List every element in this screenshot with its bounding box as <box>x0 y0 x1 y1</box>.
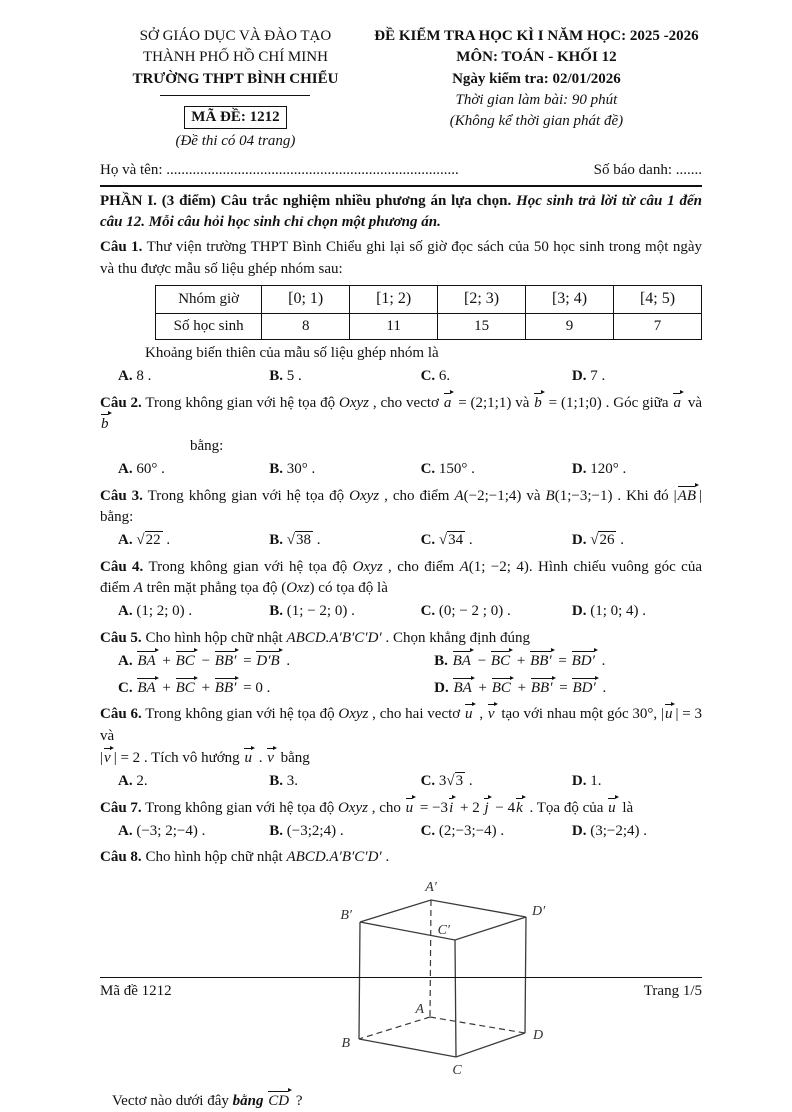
option-d: D. 1. <box>571 773 602 790</box>
question-5-label: Câu 5. <box>100 629 142 646</box>
student-name-field: Họ và tên: .............................................................................. <box>100 162 459 179</box>
question-2-continuation: bằng: <box>190 438 224 455</box>
option-b: B. (1; − 2; 0) . <box>269 603 355 620</box>
vertex-label-a-prime: A′ <box>425 879 437 895</box>
table-cell: [2; 3) <box>438 285 526 313</box>
candidate-info-row <box>100 160 702 186</box>
vertex-label-b: B <box>341 1035 350 1051</box>
option-b: B. 30° . <box>269 461 316 478</box>
option-a: A. 60° . <box>118 461 165 478</box>
option-c: C. (2;−3;−4) . <box>420 822 505 839</box>
vertex-label-d-prime: D′ <box>532 903 546 919</box>
vertex-label-b-prime: B′ <box>340 907 352 923</box>
option-d: D. √26 . <box>571 532 624 549</box>
question-5-options <box>100 651 702 700</box>
question-7-options <box>100 821 702 842</box>
question-1-frequency-table <box>155 285 702 340</box>
distribution-note: (Không kể thời gian phát đề) <box>449 113 624 130</box>
exam-header <box>100 26 702 152</box>
option-c: C. 6. <box>420 368 451 385</box>
subject-line: MÔN: TOÁN - KHỐI 12 <box>456 49 617 66</box>
header-left-block <box>100 26 371 152</box>
table-cell: [0; 1) <box>262 285 350 313</box>
option-a: A. √22 . <box>118 532 171 549</box>
question-7-label: Câu 7. <box>100 799 142 816</box>
question-8-label: Câu 8. <box>100 849 142 866</box>
table-cell: [1; 2) <box>350 285 438 313</box>
table-header-cell: Nhóm giờ <box>156 285 262 313</box>
option-a: A. (1; 2; 0) . <box>118 603 193 620</box>
duration-note: Thời gian làm bài: 90 phút <box>455 91 618 108</box>
table-cell: 7 <box>613 313 701 339</box>
question-2-options <box>100 459 702 480</box>
exam-date: Ngày kiểm tra: 02/01/2026 <box>452 70 621 87</box>
option-a: A. BA + BC − BB′ = D′B . <box>118 652 291 669</box>
table-cell: 15 <box>438 313 526 339</box>
option-c: C. √34 . <box>420 532 473 549</box>
question-1-stem: Khoảng biến thiên của mẫu số liệu ghép nhóm là <box>145 344 439 361</box>
question-2-label: Câu 2. <box>100 394 142 411</box>
question-6-options <box>100 771 702 792</box>
page-footer <box>100 977 702 1002</box>
option-d: D. BA + BC + BB′ = BD′ . <box>434 680 607 697</box>
question-8-text: Câu 8. Cho hình hộp chữ nhật ABCD.A′B′C′D′ . <box>100 849 390 866</box>
page-count-note: (Đề thi có 04 trang) <box>175 133 296 150</box>
table-cell: 11 <box>350 313 438 339</box>
option-a: A. (−3; 2;−4) . <box>118 822 206 839</box>
option-d: D. (3;−2;4) . <box>571 822 648 839</box>
department-name: SỞ GIÁO DỤC VÀ ĐÀO TẠO <box>139 28 332 44</box>
option-c: C. (0; − 2 ; 0) . <box>420 603 511 620</box>
school-name: TRƯỜNG THPT BÌNH CHIỂU <box>132 70 339 87</box>
option-a: A. 8 . <box>118 368 152 385</box>
table-header-cell: Số học sinh <box>156 313 262 339</box>
question-8-stem: Vectơ nào dưới đây bằng CD ? <box>112 1092 303 1109</box>
question-6-text: Câu 6. Trong không gian với hệ tọa độ Oxyz , cho hai vectơ u , v tạo với nhau một góc 30°, |u | = 3 và <box>100 706 703 744</box>
question-1-text: Câu 1. Thư viện trường THPT Bình Chiểu ghi lại số giờ đọc sách của 50 học sinh trong một ngày và thu được mẫu số liệu ghép nhóm sau: <box>100 239 703 277</box>
question-1-options <box>100 366 702 387</box>
option-c: C. BA + BC + BB′ = 0 . <box>118 680 271 697</box>
part1-note: Học sinh trả lời từ câu 1 đến câu 12. Mỗi câu hỏi học sinh chỉ chọn một phương án. <box>100 192 703 231</box>
table-row <box>156 285 702 313</box>
exam-title: ĐỀ KIỂM TRA HỌC KÌ I NĂM HỌC: 2025 -2026 <box>374 28 699 44</box>
city-name: THÀNH PHỐ HỒ CHÍ MINH <box>142 49 328 66</box>
vertex-label-c: C <box>452 1062 462 1078</box>
question-4-text: Câu 4. Trong không gian với hệ tọa độ Oxyz , cho điểm A(1; −2; 4). Hình chiếu vuông góc của điểm A trên mặt phẳng tọa độ (Oxz) có tọa độ là <box>100 558 702 596</box>
option-b: B. 3. <box>269 773 299 790</box>
header-divider <box>160 95 310 96</box>
question-6-continuation: |v | = 2 . Tích vô hướng u . v bằng <box>100 750 310 767</box>
table-cell: [4; 5) <box>613 285 701 313</box>
question-3-options <box>100 530 702 551</box>
part1-lead: PHẦN I. (3 điểm) Câu trắc nghiệm nhiều phương án lựa chọn. <box>100 192 512 209</box>
question-1-label: Câu 1. <box>100 239 143 256</box>
option-d: D. (1; 0; 4) . <box>571 603 647 620</box>
option-b: B. BA − BC + BB′ = BD′ . <box>434 652 606 669</box>
question-2-text: Câu 2. Trong không gian với hệ tọa độ Oxyz , cho vectơ a = (2;1;1) và b = (1;1;0) . Góc giữa a và b <box>100 394 702 432</box>
vertex-label-c-prime: C′ <box>437 922 450 938</box>
option-d: D. 120° . <box>571 461 627 478</box>
vertex-label-a: A <box>415 1001 424 1017</box>
option-a: A. 2. <box>118 773 148 790</box>
option-b: B. (−3;2;4) . <box>269 822 344 839</box>
table-cell: [3; 4) <box>526 285 614 313</box>
question-3-label: Câu 3. <box>100 487 143 504</box>
option-b: B. 5 . <box>269 368 302 385</box>
question-4-options <box>100 601 702 622</box>
table-row <box>156 313 702 339</box>
footer-exam-code: Mã đề 1212 <box>100 982 172 999</box>
footer-page-number: Trang 1/5 <box>643 982 702 999</box>
option-c: C. 150° . <box>420 461 475 478</box>
option-b: B. √38 . <box>269 532 321 549</box>
table-cell: 8 <box>262 313 350 339</box>
question-4-label: Câu 4. <box>100 558 144 575</box>
question-7-text: Câu 7. Trong không gian với hệ tọa độ Oxyz , cho u = −3i + 2 j − 4k . Tọa độ của u là <box>100 799 634 816</box>
question-5-text: Câu 5. Cho hình hộp chữ nhật ABCD.A′B′C′D′ . Chọn khẳng định đúng <box>100 629 531 646</box>
vertex-label-d: D <box>533 1027 544 1043</box>
option-c: C. 3√3 . <box>420 773 473 790</box>
question-3-text: Câu 3. Trong không gian với hệ tọa độ Oxyz , cho điểm A(−2;−1;4) và B(1;−3;−1) . Khi đó |AB | bằng: <box>100 487 702 526</box>
question-6-label: Câu 6. <box>100 706 142 723</box>
candidate-number-field: Số báo danh: ....... <box>593 162 702 179</box>
option-d: D. 7 . <box>571 368 606 385</box>
header-right-block <box>371 26 702 152</box>
exam-code-badge: MÃ ĐỀ: 1212 <box>184 106 286 129</box>
part1-heading <box>100 191 702 234</box>
table-cell: 9 <box>526 313 614 339</box>
